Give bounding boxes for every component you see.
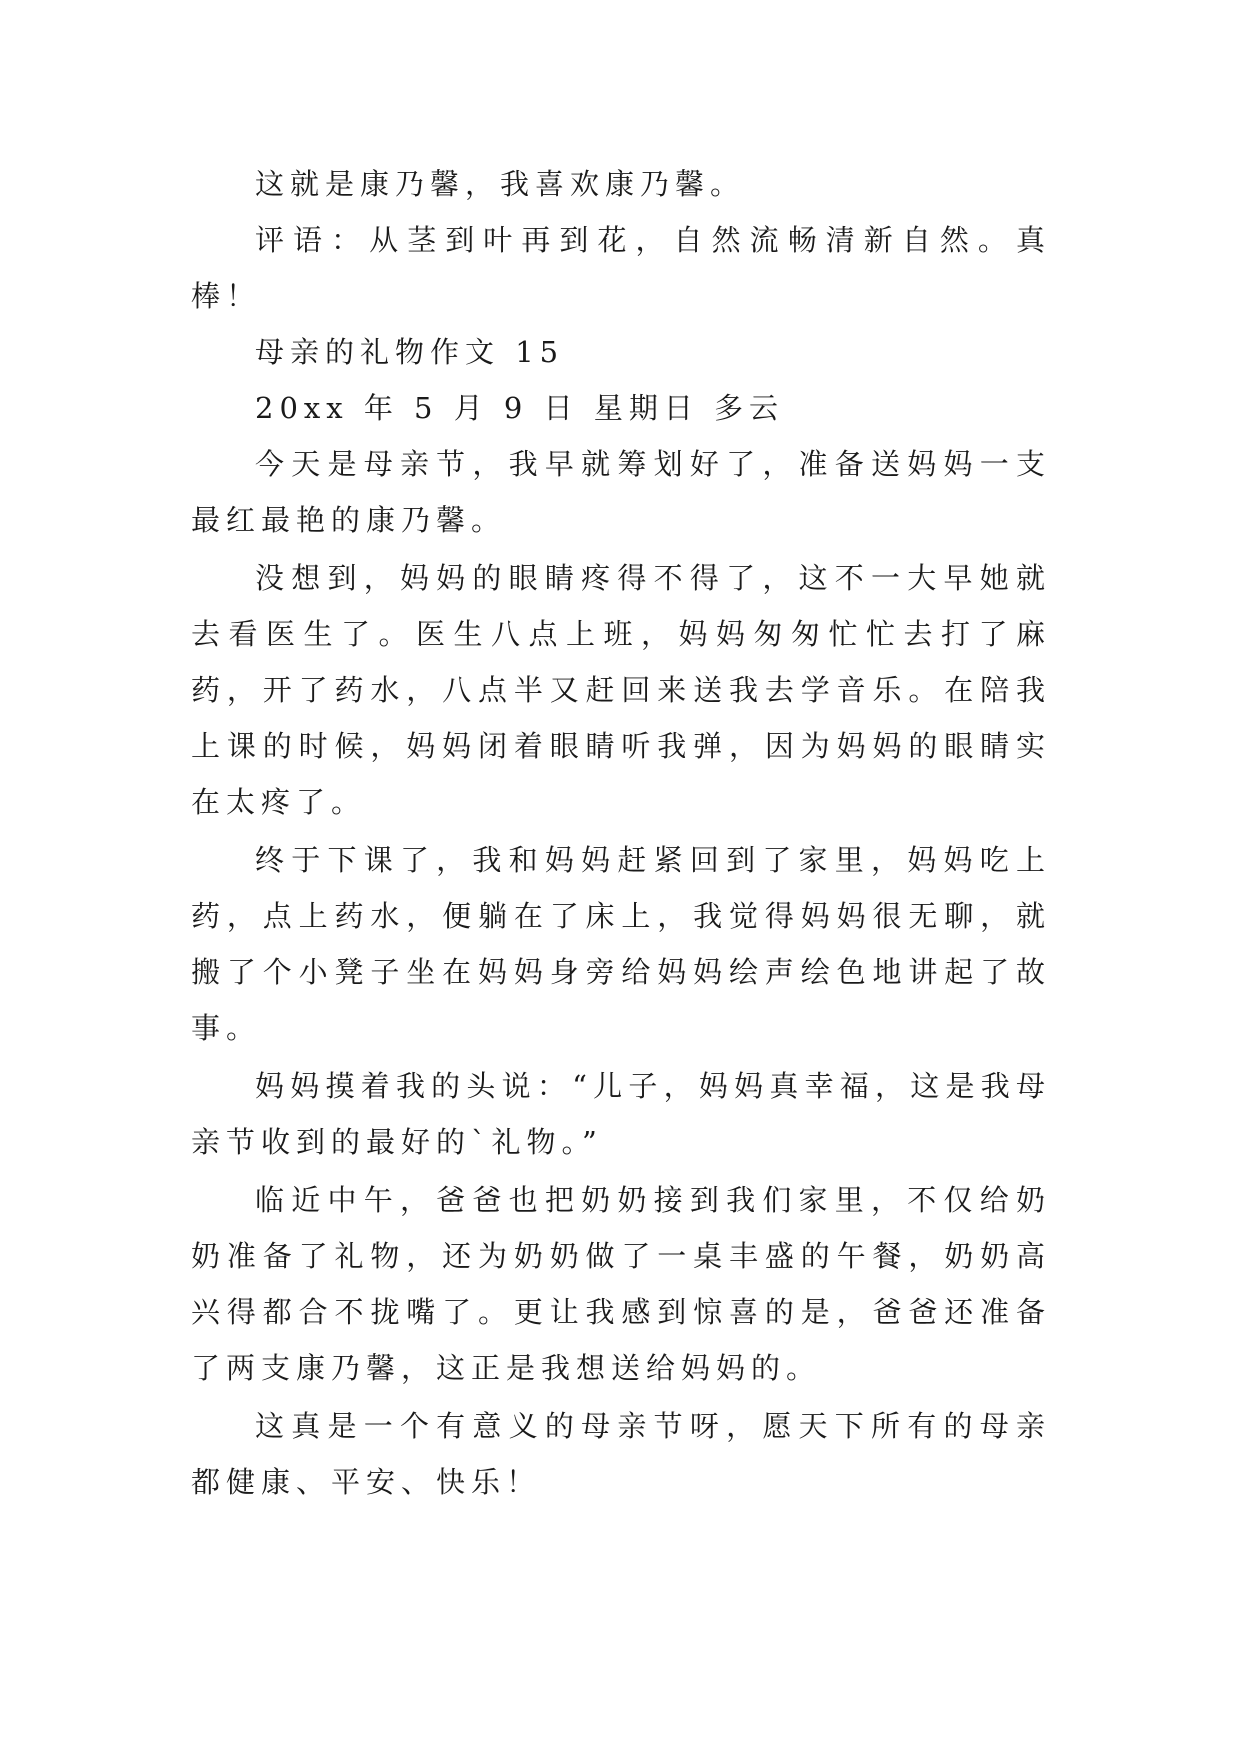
paragraph-6: 没想到，妈妈的眼睛疼得不得了，这不一大早她就去看医生了。医生八点上班，妈妈匆匆忙忙去打了麻药，开了药水，八点半又赶回来送我去学音乐。在陪我上课的时候，妈妈闭着眼睛听我弹，因为妈妈的眼睛实在太疼了。 — [191, 561, 1051, 819]
paragraph-10: 这真是一个有意义的母亲节呀，愿天下所有的母亲都健康、平安、快乐！ — [191, 1409, 1051, 1499]
paragraph-9: 临近中午，爸爸也把奶奶接到我们家里，不仅给奶奶准备了礼物，还为奶奶做了一桌丰盛的午餐，奶奶高兴得都合不拢嘴了。更让我感到惊喜的是，爸爸还准备了两支康乃馨，这正是我想送给妈妈的。 — [191, 1183, 1051, 1385]
document-body — [191, 156, 1051, 1510]
paragraph-5: 今天是母亲节，我早就筹划好了，准备送妈妈一支最红最艳的康乃馨。 — [191, 447, 1051, 537]
essay-title: 母亲的礼物作文 15 — [255, 335, 565, 369]
paragraph-8: 妈妈摸着我的头说：“儿子，妈妈真幸福，这是我母亲节收到的最好的`礼物。” — [191, 1069, 1051, 1159]
paragraph-1: 这就是康乃馨，我喜欢康乃馨。 — [255, 167, 746, 201]
paragraph-2: 评语：从茎到叶再到花，自然流畅清新自然。真棒！ — [191, 223, 1051, 313]
paragraph-7: 终于下课了，我和妈妈赶紧回到了家里，妈妈吃上药，点上药水，便躺在了床上，我觉得妈妈很无聊，就搬了个小凳子坐在妈妈身旁给妈妈绘声绘色地讲起了故事。 — [191, 843, 1051, 1045]
essay-date-line: 20xx 年 5 月 9 日 星期日 多云 — [255, 391, 785, 425]
